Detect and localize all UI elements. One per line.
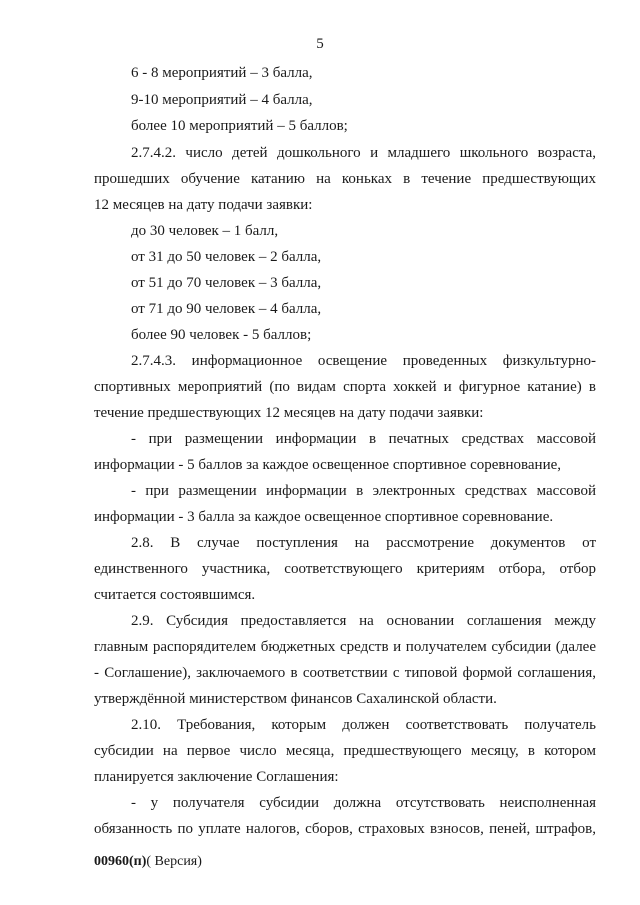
- text-line: - Соглашение), заключаемого в соответствии с типовой формой соглашения,: [94, 665, 596, 681]
- text-line: 9-10 мероприятий – 4 балла,: [131, 92, 313, 108]
- text-line: планируется заключение Соглашения:: [94, 769, 339, 785]
- text-line: информации - 3 балла за каждое освещенное спортивное соревнование.: [94, 509, 554, 525]
- text-line: 2.7.4.3. информационное освещение проведенных физкультурно-: [131, 353, 596, 369]
- text-line: 2.10. Требования, которым должен соответствовать получатель: [131, 717, 596, 733]
- text-line: 2.9. Субсидия предоставляется на основании соглашения между: [131, 613, 596, 629]
- text-line: до 30 человек – 1 балл,: [131, 223, 279, 239]
- text-line: от 51 до 70 человек – 3 балла,: [131, 275, 322, 291]
- text-line: считается состоявшимся.: [94, 587, 256, 603]
- text-line: прошедших обучение катанию на коньках в течение предшествующих: [94, 171, 596, 187]
- page-number: 5: [316, 36, 324, 52]
- text-line: главным распорядителем бюджетных средств и получателем субсидии (далее: [94, 639, 596, 655]
- text-line: от 71 до 90 человек – 4 балла,: [131, 301, 322, 317]
- text-line: спортивных мероприятий (по видам спорта хоккей и фигурное катание) в: [94, 379, 596, 395]
- text-line: единственного участника, соответствующего критериям отбора, отбор: [94, 561, 596, 577]
- text-line: - у получателя субсидии должна отсутствовать неисполненная: [131, 795, 596, 811]
- text-line: утверждённой министерством финансов Сахалинской области.: [94, 691, 497, 707]
- text-line: более 10 мероприятий – 5 баллов;: [131, 118, 348, 134]
- text-line: - при размещении информации в печатных средствах массовой: [131, 431, 596, 447]
- text-line: - при размещении информации в электронных средствах массовой: [131, 483, 596, 499]
- text-line: 2.8. В случае поступления на рассмотрение документов от: [131, 535, 596, 551]
- text-line: 2.7.4.2. число детей дошкольного и младшего школьного возраста,: [131, 145, 596, 161]
- text-line: информации - 5 баллов за каждое освещенное спортивное соревнование,: [94, 457, 562, 473]
- document-code: 00960(п): [94, 854, 147, 869]
- text-line: течение предшествующих 12 месяцев на дату подачи заявки:: [94, 405, 484, 421]
- text-line: более 90 человек - 5 баллов;: [131, 327, 312, 343]
- document-footer: [94, 854, 202, 870]
- document-version: ( Версия): [146, 854, 202, 869]
- text-line: 12 месяцев на дату подачи заявки:: [94, 197, 313, 213]
- text-line: обязанность по уплате налогов, сборов, страховых взносов, пеней, штрафов,: [94, 821, 596, 837]
- text-line: субсидии на первое число месяца, предшествующего месяцу, в котором: [94, 743, 596, 759]
- text-line: от 31 до 50 человек – 2 балла,: [131, 249, 322, 265]
- text-line: 6 - 8 мероприятий – 3 балла,: [131, 65, 313, 81]
